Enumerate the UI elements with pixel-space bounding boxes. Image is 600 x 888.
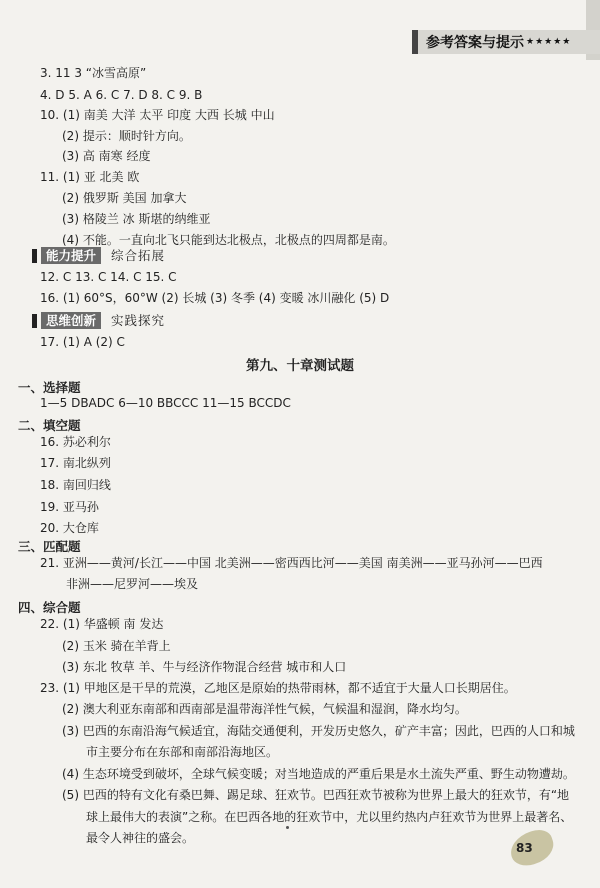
answer-line: (4) 生态环境受到破坏，全球气候变暖；对当地造成的严重后果是水土流失严重、野生动物遭劫。 (62, 767, 575, 781)
header-tab (412, 30, 600, 54)
section-thinking-light: 实践探究 (111, 313, 166, 328)
answer-line: (4) 不能。一直向北飞只能到达北极点，北极点的四周都是南。 (62, 233, 395, 247)
answer-line: (5) 巴西的特有文化有桑巴舞、踢足球、狂欢节。巴西狂欢节被称为世界上最大的狂欢节，有“地 (62, 788, 570, 802)
answer-line: 4. D 5. A 6. C 7. D 8. C 9. B (40, 88, 203, 102)
answer-line: (3) 东北 牧草 羊、牛与经济作物混合经营 城市和人口 (62, 660, 347, 674)
part-heading: 三、匹配题 (18, 539, 81, 554)
answer-line: (3) 高 南寒 经度 (62, 149, 151, 163)
answer-line: 1—5 DBADC 6—10 BBCCC 11—15 BCCDC (40, 396, 291, 410)
part-heading: 二、填空题 (18, 418, 81, 433)
header-title: 参考答案与提示 (426, 35, 524, 51)
answer-line: (2) 提示：顺时针方向。 (62, 129, 191, 143)
answer-line: 最令人神往的盛会。 (86, 831, 195, 845)
answer-line: 非洲——尼罗河——埃及 (66, 577, 199, 591)
part-heading: 四、综合题 (18, 600, 81, 615)
answer-line: 19. 亚马孙 (40, 500, 99, 514)
answer-line: 23. (1) 甲地区是干旱的荒漠，乙地区是原始的热带雨林，都不适宜于大量人口长期居住。 (40, 681, 516, 695)
answer-line: 16. (1) 60°S，60°W (2) 长城 (3) 冬季 (4) 变暖 冰川融化 (5) D (40, 291, 390, 305)
test-title: 第九、十章测试题 (246, 358, 354, 374)
answer-line: (3) 格陵兰 冰 斯堪的纳维亚 (62, 212, 211, 226)
rating-stars: ★★★★★ (526, 37, 572, 47)
answer-line: 市主要分布在东部和南部沿海地区。 (86, 745, 279, 759)
answer-line: 16. 苏必利尔 (40, 435, 111, 449)
answer-line: 11. (1) 亚 北美 欧 (40, 170, 140, 184)
answer-line: 10. (1) 南美 大洋 太平 印度 大西 长城 中山 (40, 108, 275, 122)
answer-line: (3) 巴西的东南沿海气候适宜，海陆交通便利，开发历史悠久，矿产丰富；因此，巴西的人口和城 (62, 724, 575, 738)
answer-line: 17. (1) A (2) C (40, 335, 125, 349)
answer-line: 17. 南北纵列 (40, 456, 111, 470)
answer-line: 22. (1) 华盛顿 南 发达 (40, 617, 164, 631)
section-thinking (32, 312, 212, 329)
answer-line: (2) 玉米 骑在羊背上 (62, 639, 171, 653)
answer-line: 18. 南回归线 (40, 478, 111, 492)
page-number: 83 (516, 841, 533, 855)
answer-line: 21. 亚洲——黄河/长江——中国 北美洲——密西西比河——美国 南美洲——亚马孙河——巴西 (40, 556, 543, 570)
answer-line: 20. 大仓库 (40, 521, 99, 535)
answer-line: 球上最伟大的表演”之称。在巴西各地的狂欢节中，尤以里约热内卢狂欢节为世界上最著名、 (86, 810, 573, 824)
answer-line: 12. C 13. C 14. C 15. C (40, 270, 177, 284)
section-ability-light: 综合拓展 (111, 248, 166, 263)
part-heading: 一、选择题 (18, 380, 81, 395)
section-bar (32, 249, 37, 263)
section-thinking-dark: 思维创新 (41, 312, 101, 329)
answer-line: (2) 俄罗斯 美国 加拿大 (62, 191, 187, 205)
print-dot (286, 826, 289, 829)
section-ability-dark: 能力提升 (41, 247, 101, 264)
answer-line: 3. 11 3 “冰雪高原” (40, 66, 147, 80)
section-ability (32, 247, 212, 264)
section-bar (32, 314, 37, 328)
answer-line: (2) 澳大利亚东南部和西南部是温带海洋性气候，气候温和湿润，降水均匀。 (62, 702, 467, 716)
